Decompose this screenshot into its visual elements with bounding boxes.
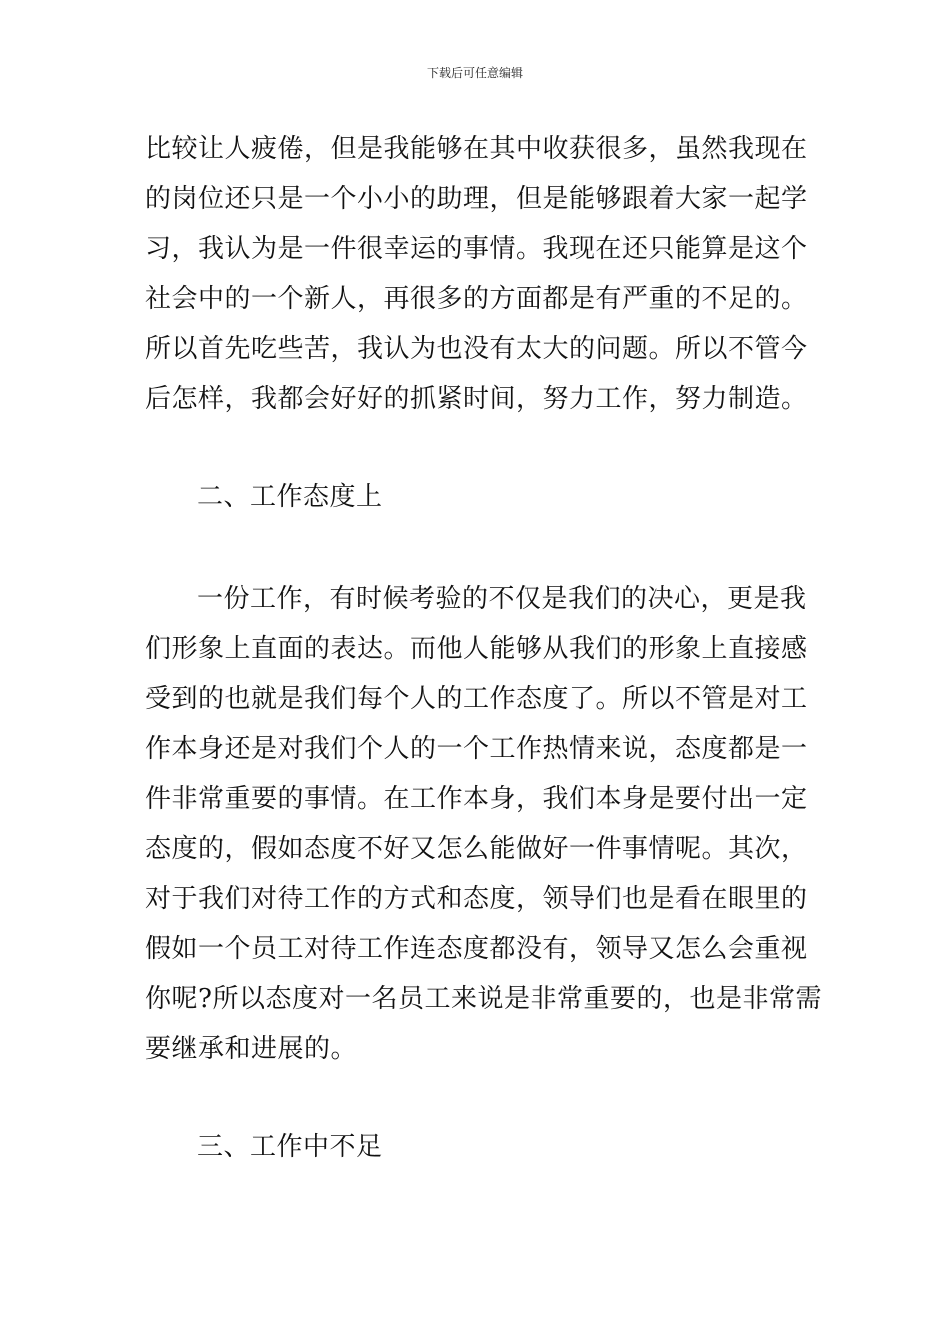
paragraph-line: 假如一个员工对待工作连态度都没有，领导又怎么会重视: [145, 934, 808, 964]
paragraph-line: 的岗位还只是一个小小的助理，但是能够跟着大家一起学: [145, 184, 808, 214]
paragraph-line: 作本身还是对我们个人的一个工作热情来说，态度都是一: [145, 734, 808, 764]
section-heading-3: 三、工作中不足: [197, 1132, 383, 1162]
paragraph-line: 受到的也就是我们每个人的工作态度了。所以不管是对工: [145, 684, 808, 714]
page-header: 下载后可任意编辑: [426, 66, 523, 80]
paragraph-line: 们形象上直面的表达。而他人能够从我们的形象上直接感: [145, 634, 808, 664]
paragraph-line: 你呢?所以态度对一名员工来说是非常重要的，也是非常需: [145, 984, 822, 1014]
section-heading-2: 二、工作态度上: [197, 482, 383, 512]
paragraph-line: 要继承和进展的。: [145, 1034, 358, 1064]
paragraph-line: 对于我们对待工作的方式和态度，领导们也是看在眼里的: [145, 884, 808, 914]
paragraph-line: 所以首先吃些苦，我认为也没有太大的问题。所以不管今: [145, 334, 808, 364]
paragraph-line: 社会中的一个新人，再很多的方面都是有严重的不足的。: [145, 284, 808, 314]
paragraph-line: 后怎样，我都会好好的抓紧时间，努力工作，努力制造。: [145, 384, 808, 414]
paragraph-line: 比较让人疲倦，但是我能够在其中收获很多，虽然我现在: [145, 134, 808, 164]
paragraph-line: 件非常重要的事情。在工作本身，我们本身是要付出一定: [145, 784, 808, 814]
paragraph-line: 习，我认为是一件很幸运的事情。我现在还只能算是这个: [145, 234, 808, 264]
paragraph-line: 态度的，假如态度不好又怎么能做好一件事情呢。其次，: [145, 834, 808, 864]
paragraph-line: 一份工作，有时候考验的不仅是我们的决心，更是我: [197, 584, 807, 614]
